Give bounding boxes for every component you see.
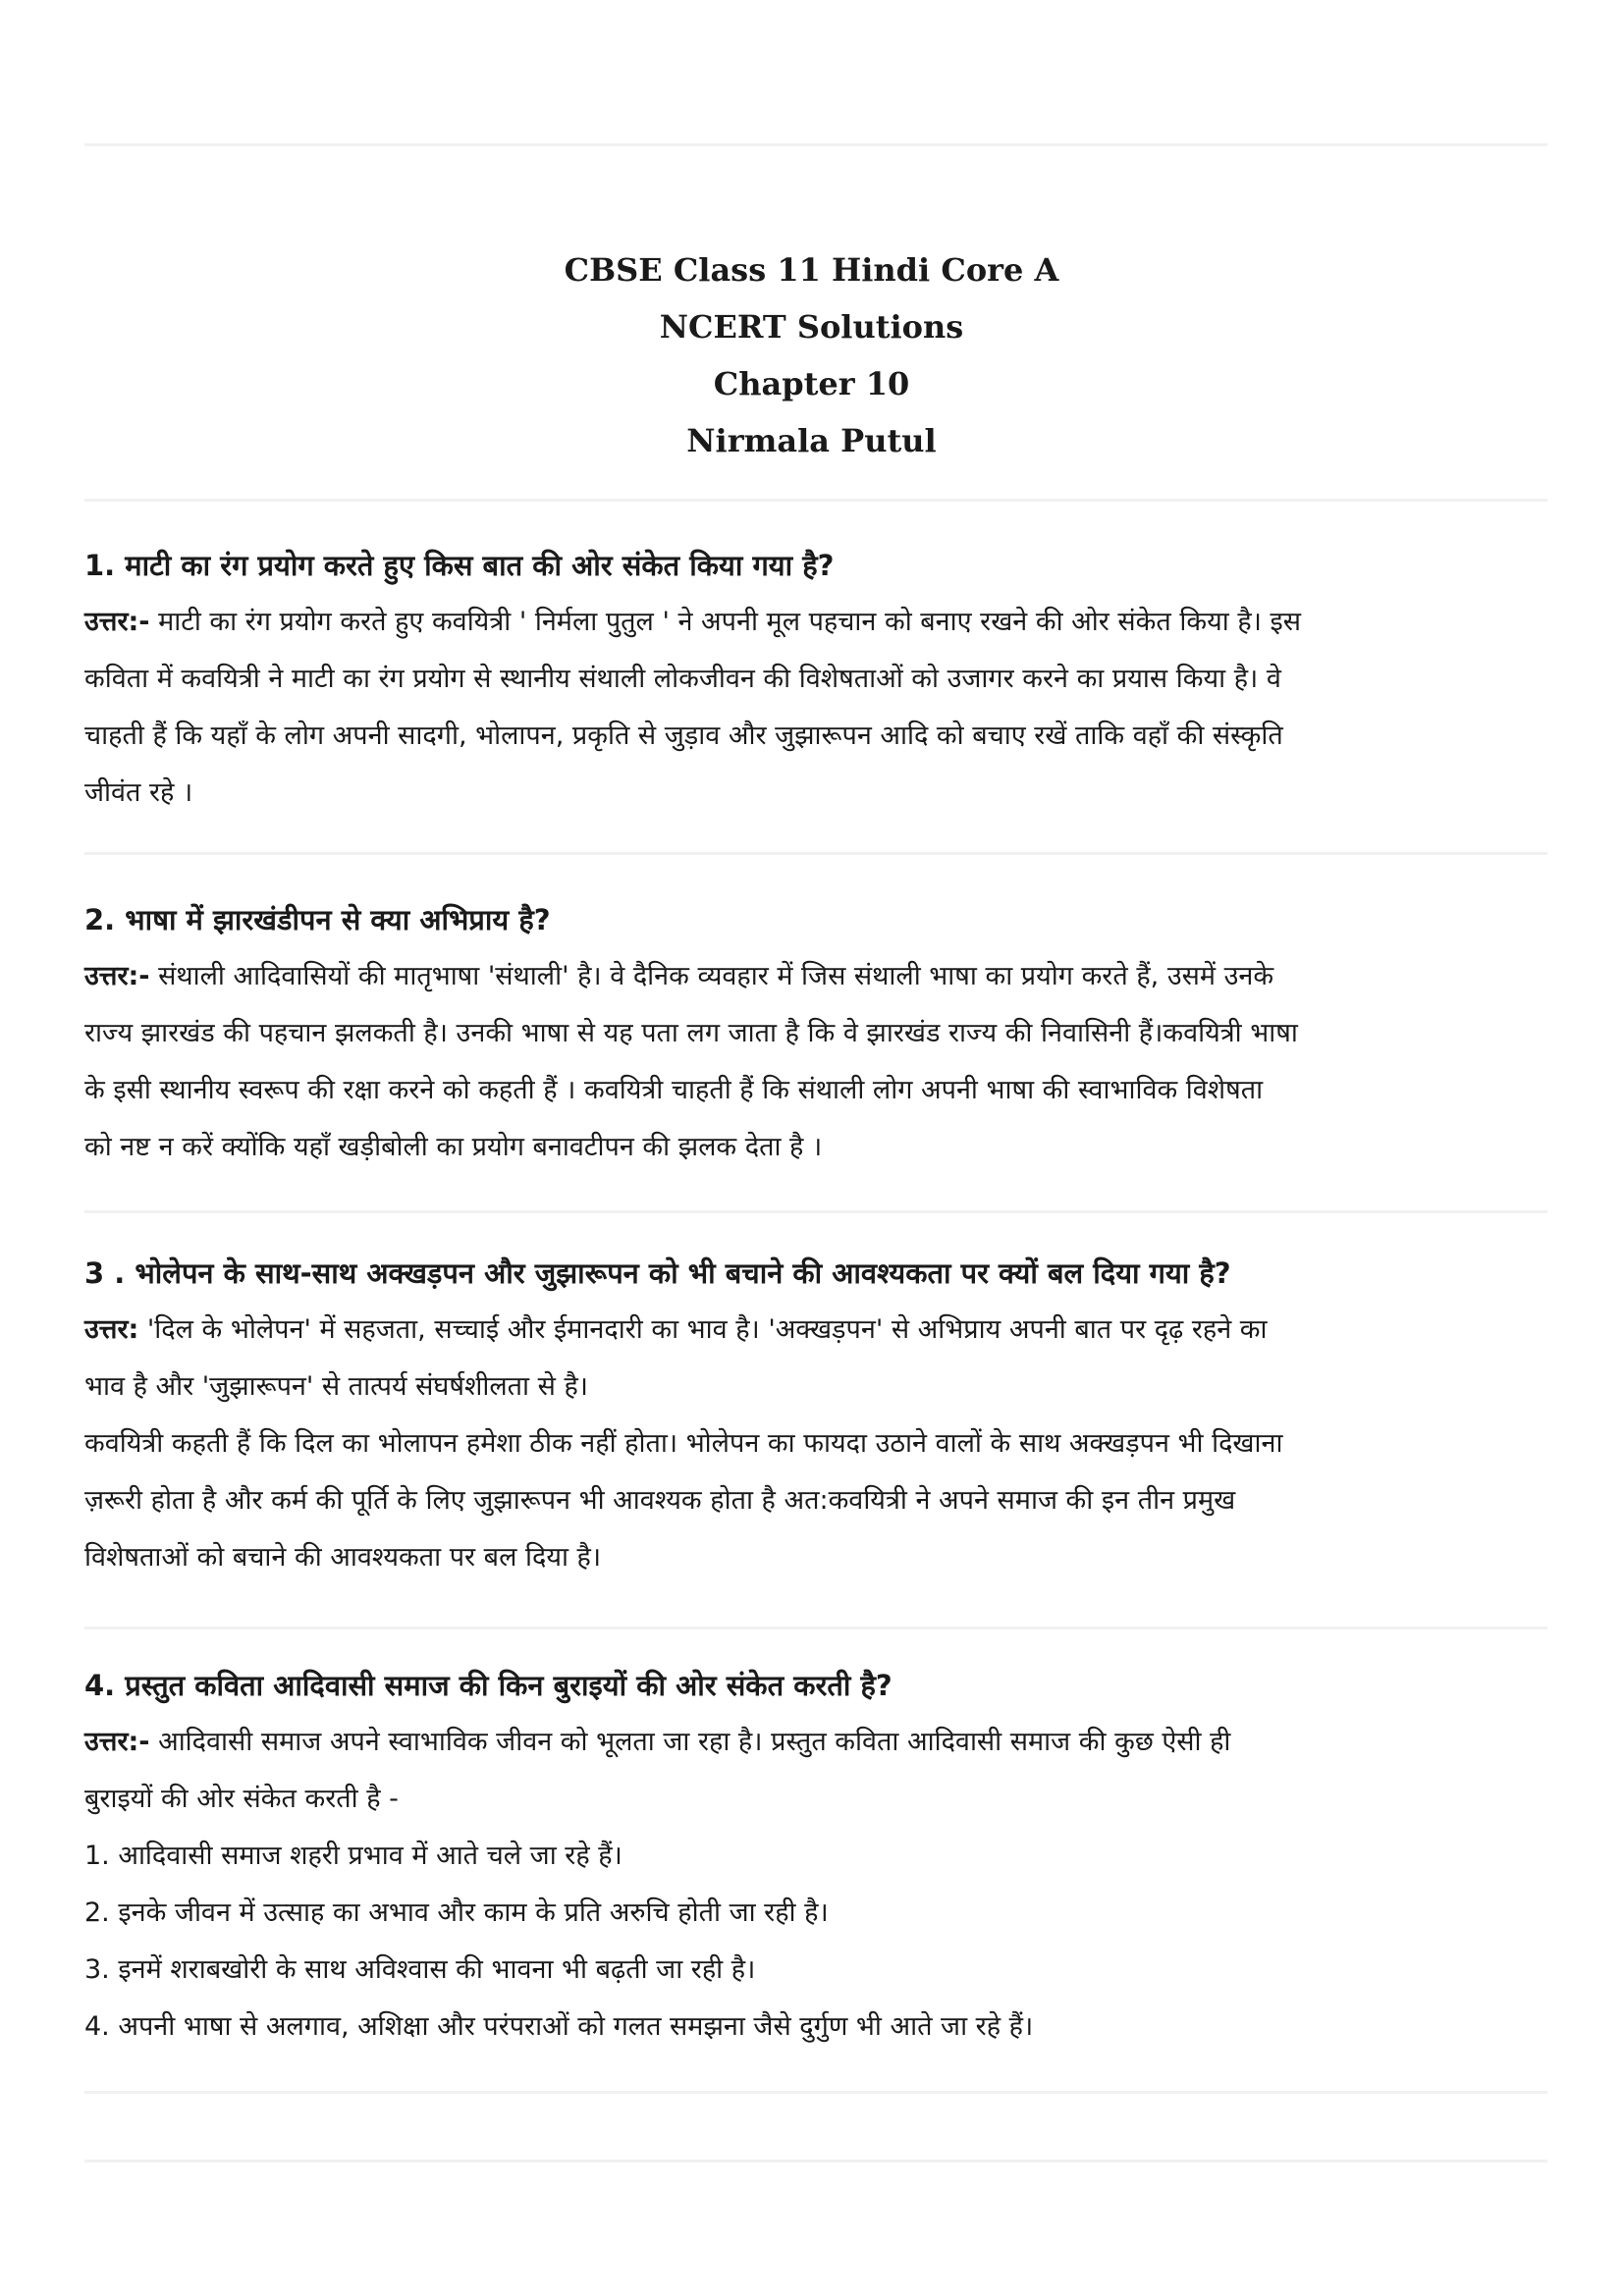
answer-line: भाव है और 'जुझारूपन' से तात्पर्य संघर्षशीलता से है। xyxy=(84,1371,589,1402)
divider xyxy=(84,1627,1547,1629)
answer-line: जीवंत रहे । xyxy=(84,777,193,808)
answer-text xyxy=(84,1302,1547,1586)
answer-label: उत्तर:- xyxy=(84,961,150,991)
answer-line: ज़रूरी होता है और कर्म की पूर्ति के लिए जुझारूपन भी आवश्यक होता है अत:कवयित्री ने अपने समाज की इन तीन प्रमुख xyxy=(84,1485,1236,1516)
divider xyxy=(84,499,1547,502)
document-header xyxy=(0,241,1623,469)
answer-line: विशेषताओं को बचाने की आवश्यकता पर बल दिया है। xyxy=(84,1542,602,1573)
divider xyxy=(84,143,1547,146)
header-course: CBSE Class 11 Hindi Core A xyxy=(564,251,1059,289)
answer-line: चाहती हैं कि यहाँ के लोग अपनी सादगी, भोलापन, प्रकृति से जुड़ाव और जुझारूपन आदि को बचाए रखें ताकि वहाँ की संस्कृति xyxy=(84,721,1283,751)
answer-label: उत्तर:- xyxy=(84,1727,150,1757)
list-item: 1. आदिवासी समाज शहरी प्रभाव में आते चले जा रहे हैं। xyxy=(84,1841,622,1871)
header-author: Nirmala Putul xyxy=(686,422,937,459)
answer-line: 'दिल के भोलेपन' में सहजता, सच्चाई और ईमानदारी का भाव है। 'अक्खड़पन' से अभिप्राय अपनी बात पर दृढ़ रहने का xyxy=(138,1314,1268,1345)
answer-line: कविता में कवयित्री ने माटी का रंग प्रयोग से स्थानीय संथाली लोकजीवन की विशेषताओं को उजागर करने का प्रयास किया है। वे xyxy=(84,664,1281,694)
answer-line: कवयित्री कहती हैं कि दिल का भोलापन हमेशा ठीक नहीं होता। भोलेपन का फायदा उठाने वालों के साथ अक्खड़पन भी दिखाना xyxy=(84,1428,1283,1459)
divider xyxy=(84,1210,1547,1213)
header-subtitle: NCERT Solutions xyxy=(659,308,964,346)
answer-text xyxy=(84,948,1547,1176)
answer-line: के इसी स्थानीय स्वरूप की रक्षा करने को कहती हैं । कवयित्री चाहती हैं कि संथाली लोग अपनी भाषा की स्वाभाविक विशेषता xyxy=(84,1075,1264,1105)
answer-line: बुराइयों की ओर संकेत करती है - xyxy=(84,1784,399,1814)
qa-block-3 xyxy=(84,1245,1547,1586)
answer-label: उत्तर: xyxy=(84,1314,139,1345)
answer-text xyxy=(84,594,1547,822)
answer-line: माटी का रंग प्रयोग करते हुए कवयित्री ' निर्मला पुतुल ' ने अपनी मूल पहचान को बनाए रखने की ओर संकेत किया है। इस xyxy=(149,607,1302,637)
list-item: 2. इनके जीवन में उत्साह का अभाव और काम के प्रति अरुचि होती जा रही है। xyxy=(84,1897,829,1928)
divider xyxy=(84,2160,1547,2163)
qa-block-2 xyxy=(84,891,1547,1176)
answer-label: उत्तर:- xyxy=(84,607,150,637)
qa-block-4 xyxy=(84,1657,1547,2056)
answer-line: संथाली आदिवासियों की मातृभाषा 'संथाली' है। वे दैनिक व्यवहार में जिस संथाली भाषा का प्रयोग करते हैं, उसमें उनके xyxy=(149,961,1274,991)
answer-text xyxy=(84,1714,1547,2056)
list-item: 3. इनमें शराबखोरी के साथ अविश्वास की भावना भी बढ़ती जा रही है। xyxy=(84,1954,756,1985)
list-item: 4. अपनी भाषा से अलगाव, अशिक्षा और परंपराओं को गलत समझना जैसे दुर्गुण भी आते जा रहे हैं। xyxy=(84,2011,1034,2042)
question-title: 1. माटी का रंग प्रयोग करते हुए किस बात की ओर संकेत किया गया है? xyxy=(84,549,835,582)
header-chapter: Chapter 10 xyxy=(713,365,910,402)
qa-block-1 xyxy=(84,537,1547,822)
question-title: 3 . भोलेपन के साथ-साथ अक्खड़पन और जुझारूपन को भी बचाने की आवश्यकता पर क्यों बल दिया गया है? xyxy=(84,1256,1231,1290)
answer-line: आदिवासी समाज अपने स्वाभाविक जीवन को भूलता जा रहा है। प्रस्तुत कविता आदिवासी समाज की कुछ ऐसी ही xyxy=(149,1727,1231,1757)
divider xyxy=(84,852,1547,855)
answer-line: को नष्ट न करें क्योंकि यहाँ खड़ीबोली का प्रयोग बनावटीपन की झलक देता है । xyxy=(84,1132,823,1162)
answer-line: राज्य झारखंड की पहचान झलकती है। उनकी भाषा से यह पता लग जाता है कि वे झारखंड राज्य की निवासिनी हैं।कवयित्री भाषा xyxy=(84,1018,1298,1048)
question-title: 4. प्रस्तुत कविता आदिवासी समाज की किन बुराइयों की ओर संकेत करती है? xyxy=(84,1669,893,1702)
divider xyxy=(84,2091,1547,2094)
question-title: 2. भाषा में झारखंडीपन से क्या अभिप्राय है? xyxy=(84,903,551,936)
